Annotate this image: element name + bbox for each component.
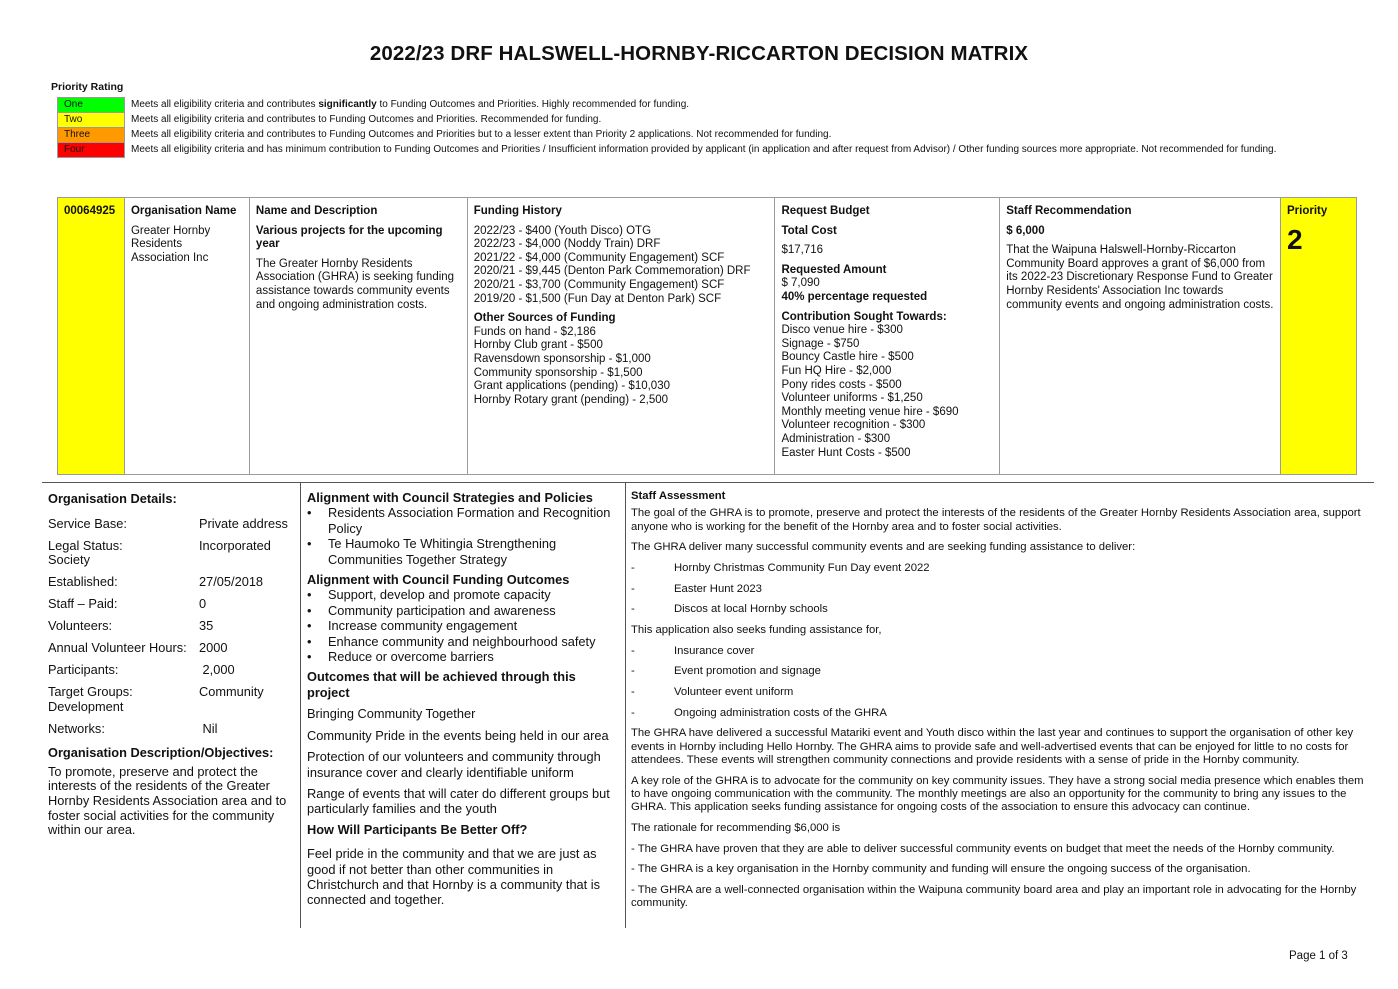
contribution-item: Easter Hunt Costs - $500	[781, 446, 911, 459]
cost-item: - Event promotion and signage	[631, 665, 821, 678]
event-item: - Discos at local Hornby schools	[631, 603, 828, 616]
priority-desc-two: Meets all eligibility criteria and contributes to Funding Outcomes and Priorities. Recommended for funding.	[131, 113, 602, 125]
other-sources-header: Other Sources of Funding	[473, 312, 616, 325]
description-cell	[249, 198, 467, 475]
description-header: Name and Description	[255, 205, 378, 217]
other-source-item: Funds on hand - $2,186	[473, 325, 596, 338]
list-item: • Enhance community and neighbourhood safety	[307, 634, 617, 649]
contribution-item: Signage - $750	[781, 337, 860, 350]
priority-row-four	[58, 143, 1325, 158]
contribution-item: Administration - $300	[781, 432, 891, 445]
project-description: The Greater Hornby Residents Association (GHRA) is seeking funding assistance towards community events and ongoing administration costs.	[255, 257, 455, 311]
request-budget-cell	[775, 198, 1000, 475]
priority-row-two	[58, 113, 1325, 128]
recommendation-text: That the Waipuna Halswell-Hornby-Riccarton Community Board approves a grant of $6,000 from its 2022-23 Discretionary Response Fund to Greater Hornby Residents' Association Inc towards community events and ongoing administration costs.	[1006, 244, 1274, 311]
history-item: 2022/23 - $4,000 (Noddy Train) DRF	[473, 238, 661, 251]
list-item: • Community participation and awareness	[307, 603, 617, 618]
event-item: - Hornby Christmas Community Fun Day event 2022	[631, 561, 930, 574]
priority-value: 2	[1286, 223, 1303, 255]
rationale-item: - The GHRA is a key organisation in the Hornby community and funding will ensure the ongoing success of the organisation.	[631, 863, 1251, 876]
cost-item: - Volunteer event uniform	[631, 686, 794, 699]
achieved-item: Range of events that will cater do different groups but particularly families and the youth	[307, 785, 610, 817]
priority-swatch-two: Two	[58, 113, 125, 128]
organisation-description-heading: Organisation Description/Objectives:	[48, 745, 274, 761]
history-item: 2021/22 - $4,000 (Community Engagement) SCF	[473, 251, 725, 264]
list-item: • Reduce or overcome barriers	[307, 649, 617, 664]
other-source-item: Community sponsorship - $1,500	[473, 366, 643, 379]
staff-recommendation-header: Staff Recommendation	[1006, 205, 1132, 217]
assessment-paragraph: This application also seeks funding assistance for,	[631, 624, 882, 637]
list-item: • Te Haumoko Te Whitingia Strengthening Communities Together Strategy	[307, 536, 617, 567]
other-source-item: Hornby Rotary grant (pending) - 2,500	[473, 393, 669, 406]
staff-recommendation-cell	[1000, 198, 1281, 475]
contribution-item: Disco venue hire - $300	[781, 324, 903, 337]
detail-row: Networks: Nil	[48, 720, 218, 736]
cost-item: - Insurance cover	[631, 644, 755, 657]
requested-amount-label: Requested Amount	[781, 263, 887, 276]
strategies-heading: Alignment with Council Strategies and Policies	[307, 490, 593, 505]
organisation-description: To promote, preserve and protect the interests of the residents of the Greater Hornby Residents Association area and to foster social activities for the community within our area.	[48, 763, 287, 838]
other-source-item: Ravensdown sponsorship - $1,000	[473, 352, 651, 365]
achieved-heading: Outcomes that will be achieved through this project	[307, 669, 576, 700]
application-table	[57, 197, 1357, 475]
priority-rating-legend	[57, 97, 1325, 158]
other-source-item: Grant applications (pending) - $10,030	[473, 380, 670, 393]
cost-item: - Ongoing administration costs of the GHRA	[631, 706, 887, 719]
priority-cell	[1280, 198, 1356, 475]
history-item: 2019/20 - $1,500 (Fun Day at Denton Park) SCF	[473, 292, 722, 305]
recommended-amount: $ 6,000	[1006, 224, 1045, 237]
priority-desc-four: Meets all eligibility criteria and has minimum contribution to Funding Outcomes and Priorities / Insufficient information provided by applicant (in application and after request from Advisor) / Other funding sources more appropriate. Not recommended for funding.	[131, 143, 1277, 155]
detail-row: Service Base: Private address	[48, 515, 288, 531]
list-item: • Increase community engagement	[307, 618, 617, 633]
priority-row-three	[58, 128, 1325, 143]
achieved-item: Bringing Community Together	[307, 706, 476, 722]
achieved-item: Protection of our volunteers and community through insurance cover and clearly identifiable uniform	[307, 749, 601, 780]
detail-wrap: Development	[48, 698, 124, 714]
list-item: • Support, develop and promote capacity	[307, 587, 617, 602]
total-cost-label: Total Cost	[781, 224, 837, 237]
organisation-cell	[124, 198, 249, 475]
detail-row: Established: 27/05/2018	[48, 574, 264, 590]
contribution-item: Monthly meeting venue hire - $690	[781, 405, 959, 418]
priority-swatch-one: One	[58, 98, 125, 113]
detail-row: Volunteers: 35	[48, 618, 214, 634]
strategies-list	[307, 505, 617, 567]
column-divider	[625, 482, 626, 928]
total-cost-value: $17,716	[781, 244, 824, 257]
contribution-item: Bouncy Castle hire - $500	[781, 351, 914, 364]
outcomes-list	[307, 587, 617, 664]
history-item: 2022/23 - $400 (Youth Disco) OTG	[473, 224, 652, 237]
rationale-item: - The GHRA have proven that they are able to deliver successful community events on budget that meet the needs of the Hornby community.	[631, 842, 1335, 855]
contribution-item: Pony rides costs - $500	[781, 378, 902, 391]
assessment-paragraph: The rationale for recommending $6,000 is	[631, 822, 841, 835]
detail-wrap: Society	[48, 552, 90, 568]
priority-rating-label: Priority Rating	[51, 81, 124, 93]
project-name: Various projects for the upcoming year	[255, 224, 443, 251]
achieved-item: Community Pride in the events being held in our area	[307, 727, 609, 743]
alignment-column	[307, 490, 617, 908]
percentage-requested: 40% percentage requested	[781, 290, 928, 303]
funding-history-header: Funding History	[473, 205, 562, 217]
detail-row: Staff – Paid: 0	[48, 596, 207, 612]
contribution-header: Contribution Sought Towards:	[781, 310, 947, 323]
detail-row: Participants: 2,000	[48, 662, 235, 678]
contribution-item: Fun HQ Hire - $2,000	[781, 364, 892, 377]
priority-header: Priority	[1286, 205, 1328, 217]
contribution-item: Volunteer uniforms - $1,250	[781, 392, 923, 405]
outcomes-heading: Alignment with Council Funding Outcomes	[307, 572, 570, 588]
history-item: 2020/21 - $9,445 (Denton Park Commemoration) DRF	[473, 265, 751, 278]
funding-history-cell	[467, 198, 775, 475]
assessment-paragraph: The goal of the GHRA is to promote, preserve and protect the interests of the residents of the Greater Hornby Residents Association area, support anyone who is working for the benefit of the Hornby area and to foster social activities.	[631, 507, 1361, 533]
other-source-item: Hornby Club grant - $500	[473, 339, 603, 352]
priority-row-one	[58, 98, 1325, 113]
column-divider	[300, 482, 301, 928]
staff-assessment-heading: Staff Assessment	[631, 490, 726, 502]
section-divider	[42, 482, 1374, 483]
list-item: • Residents Association Formation and Recognition Policy	[307, 505, 617, 536]
rationale-item: - The GHRA are a well-connected organisation within the Waipuna community board area and play an important role in advocating for the Hornby community.	[631, 884, 1357, 910]
request-budget-header: Request Budget	[781, 205, 870, 217]
better-off-heading: How Will Participants Be Better Off?	[307, 821, 528, 837]
page-title: 2022/23 DRF HALSWELL-HORNBY-RICCARTON DECISION MATRIX	[369, 42, 1029, 65]
organisation-name: Greater Hornby Residents Association Inc	[130, 224, 211, 264]
event-item: - Easter Hunt 2023	[631, 582, 762, 595]
contribution-item: Volunteer recognition - $300	[781, 419, 926, 432]
assessment-paragraph: A key role of the GHRA is to advocate for the community on key community issues. They have a strong social media presence which enables them to have ongoing communication with the community. The monthly meetings are also an opportunity for the community to bring any issues to the GHRA. This application seeks funding assistance for ongoing costs of the association to ensure this advocacy can continue.	[631, 774, 1364, 814]
staff-assessment	[631, 490, 1368, 911]
detail-row: Target Groups: Community	[48, 684, 264, 700]
history-item: 2020/21 - $3,700 (Community Engagement) SCF	[473, 278, 725, 291]
organisation-details	[48, 490, 294, 838]
assessment-paragraph: The GHRA deliver many successful community events and are seeking funding assistance to deliver:	[631, 541, 1136, 554]
priority-desc-one: Meets all eligibility criteria and contributes significantly to Funding Outcomes and Priorities. Highly recommended for funding.	[131, 98, 690, 110]
assessment-paragraph: The GHRA have delivered a successful Matariki event and Youth disco within the last year and continues to support the organisation of other key events in Hornby including Hello Hornby. The GHRA aims to provide safe and well-advertised events that can be enjoyed for little to no costs for attendees. These events will strengthen community connections and provide residents with a sense of pride in the Hornby community.	[631, 727, 1354, 767]
organisation-details-heading: Organisation Details:	[48, 491, 177, 506]
detail-row: Legal Status: Incorporated	[48, 537, 271, 553]
organisation-header: Organisation Name	[130, 205, 237, 217]
priority-swatch-four: Four	[58, 143, 125, 158]
page-number: Page 1 of 3	[1289, 950, 1348, 962]
requested-amount-value: $ 7,090	[781, 277, 820, 290]
application-id: 00064925	[58, 198, 125, 475]
detail-row: Annual Volunteer Hours: 2000	[48, 640, 228, 656]
priority-swatch-three: Three	[58, 128, 125, 143]
better-off-text: Feel pride in the community and that we are just as good if not better than other communities in Christchurch and that Hornby is a community that is connected and together.	[307, 846, 601, 908]
priority-desc-three: Meets all eligibility criteria and contributes to Funding Outcomes and Priorities but to a lesser extent than Priority 2 applications. Not recommended for funding.	[131, 128, 832, 140]
